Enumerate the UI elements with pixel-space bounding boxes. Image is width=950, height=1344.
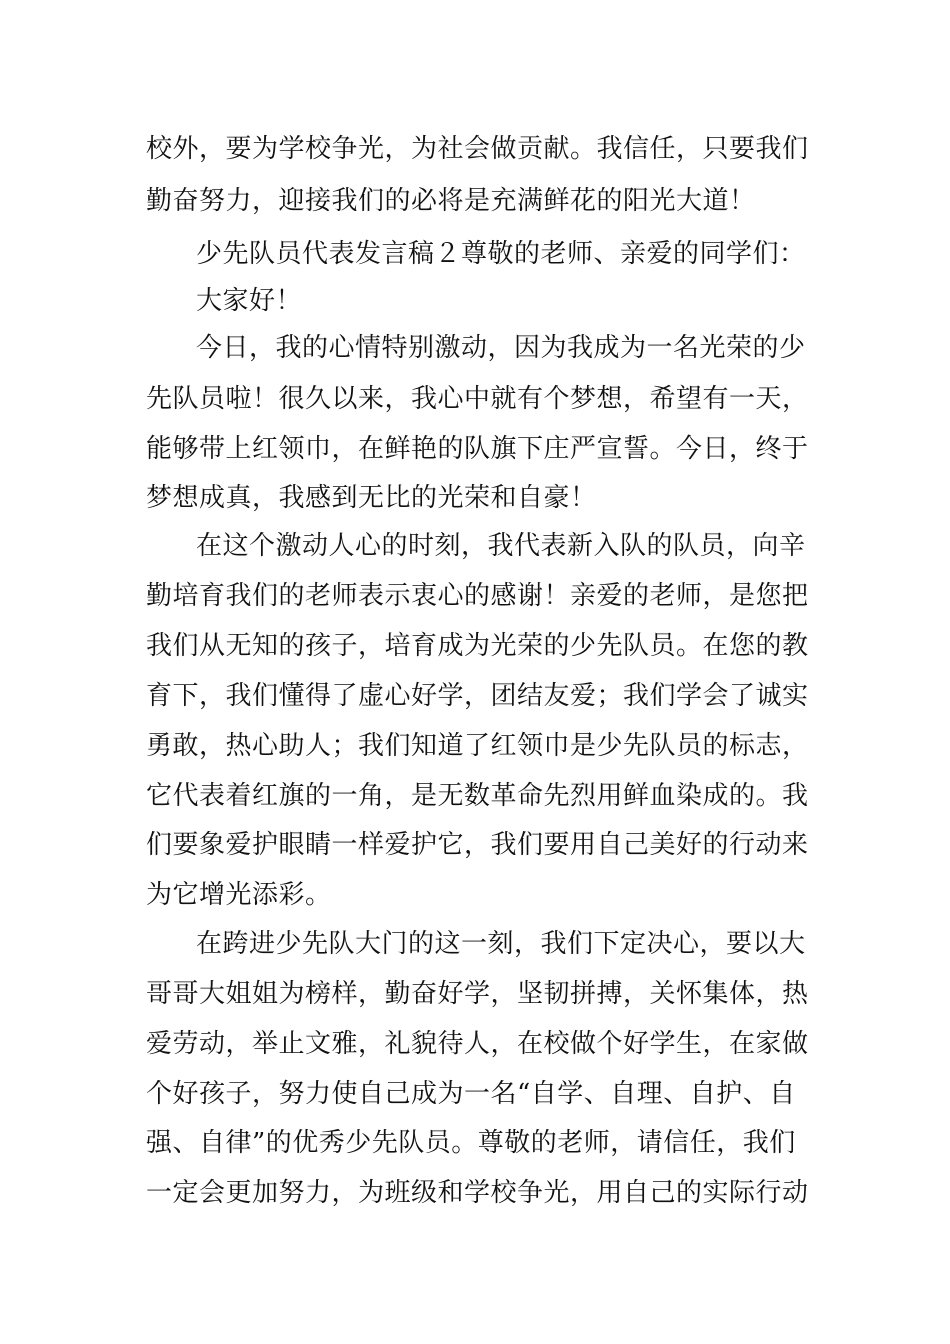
text-line: 大家好！ <box>196 286 303 316</box>
text-line: 爱劳动，举止文雅，礼貌待人，在校做个好学生，在家做 <box>146 1029 809 1059</box>
text-line: 校外，要为学校争光，为社会做贡献。我信任，只要我们 <box>146 134 809 164</box>
text-line: 育下，我们懂得了虚心好学，团结友爱；我们学会了诚实 <box>146 681 809 711</box>
text-line: 我们从无知的孩子，培育成为光荣的少先队员。在您的教 <box>146 631 809 661</box>
text-line: 哥哥大姐姐为榜样，勤奋好学，坚韧拼搏，关怀集体，热 <box>146 979 809 1009</box>
text-line: 梦想成真，我感到无比的光荣和自豪！ <box>146 483 597 513</box>
text-line: 今日，我的心情特别激动，因为我成为一名光荣的少 <box>196 333 806 363</box>
text-line: 勇敢，热心助人；我们知道了红领巾是少先队员的标志， <box>146 731 809 761</box>
text-line: 强、自律”的优秀少先队员。尊敬的老师，请信任，我们 <box>146 1128 796 1158</box>
text-line: 在跨进少先队大门的这一刻，我们下定决心，要以大 <box>196 929 806 959</box>
text-line: 为它增光添彩。 <box>146 880 332 910</box>
text-line: 个好孩子，努力使自己成为一名“自学、自理、自护、自 <box>146 1079 796 1109</box>
text-line: 少先队员代表发言稿２尊敬的老师、亲爱的同学们： <box>196 239 806 269</box>
text-line: 能够带上红领巾，在鲜艳的队旗下庄严宣誓。今日，终于 <box>146 434 809 464</box>
text-line: 先队员啦！很久以来，我心中就有个梦想，希望有一天， <box>146 384 809 414</box>
text-line: 它代表着红旗的一角，是无数革命先烈用鲜血染成的。我 <box>146 781 809 811</box>
text-line: 勤奋努力，迎接我们的必将是充满鲜花的阳光大道！ <box>146 186 756 216</box>
text-line: 在这个激动人心的时刻，我代表新入队的队员，向辛 <box>196 531 806 561</box>
text-line: 们要象爱护眼睛一样爱护它，我们要用自己美好的行动来 <box>146 830 809 860</box>
text-line: 勤培育我们的老师表示衷心的感谢！亲爱的老师，是您把 <box>146 581 809 611</box>
text-line: 一定会更加努力，为班级和学校争光，用自己的实际行动 <box>146 1178 809 1208</box>
